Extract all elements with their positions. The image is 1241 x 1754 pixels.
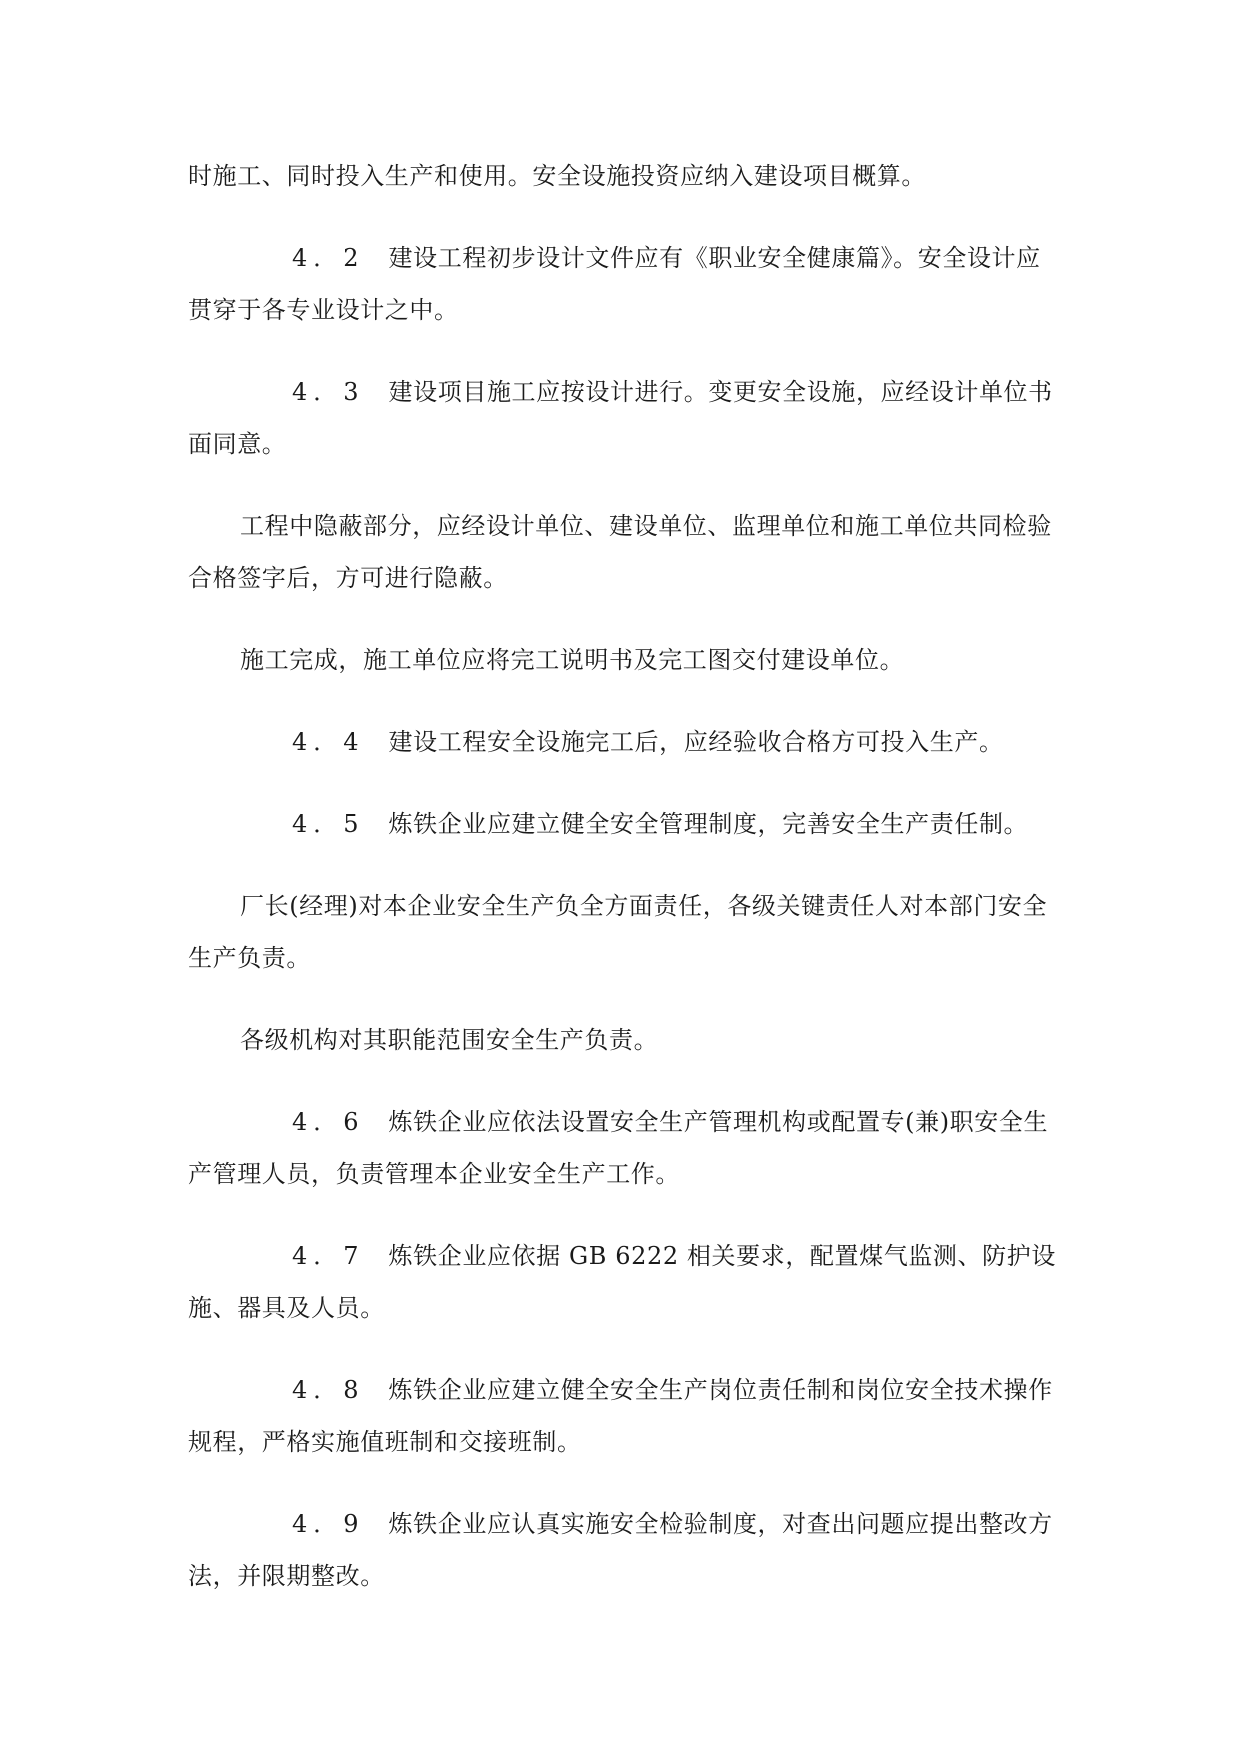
- clause-number: 4．5: [292, 810, 365, 838]
- clause-number: 4．9: [292, 1510, 365, 1538]
- paragraph-text: 各级机构对其职能范围安全生产负责。: [240, 1026, 659, 1054]
- paragraph-text: 时施工、同时投入生产和使用。安全设施投资应纳入建设项目概算。: [188, 162, 926, 190]
- clause-number: 4．4: [292, 728, 365, 756]
- paragraph-agencies: [188, 1014, 1056, 1066]
- paragraph-0: [188, 150, 1056, 202]
- paragraph-director: [188, 880, 1056, 984]
- paragraph-4-4: [188, 716, 1056, 768]
- paragraph-text: 建设项目施工应按设计进行。变更安全设施，应经设计单位书面同意。: [188, 378, 1053, 458]
- paragraph-text: 建设工程初步设计文件应有《职业安全健康篇》。安全设计应贯穿于各专业设计之中。: [188, 244, 1041, 324]
- clause-number: 4．3: [292, 378, 365, 406]
- paragraph-text: 工程中隐蔽部分，应经设计单位、建设单位、监理单位和施工单位共同检验合格签字后，方可进行隐蔽。: [188, 512, 1052, 592]
- paragraph-4-9: [188, 1498, 1056, 1602]
- paragraph-4-6: [188, 1096, 1056, 1200]
- document-page: [188, 150, 1056, 1632]
- paragraph-text: 炼铁企业应建立健全安全生产岗位责任制和岗位安全技术操作规程，严格实施值班制和交接班制。: [188, 1376, 1053, 1456]
- paragraph-text: 炼铁企业应认真实施安全检验制度，对查出问题应提出整改方法，并限期整改。: [188, 1510, 1053, 1590]
- paragraph-text: 炼铁企业应依据 GB 6222 相关要求，配置煤气监测、防护设施、器具及人员。: [188, 1242, 1056, 1322]
- paragraph-text: 厂长(经理)对本企业安全生产负全方面责任，各级关键责任人对本部门安全生产负责。: [188, 892, 1048, 972]
- paragraph-completion: [188, 634, 1056, 686]
- paragraph-text: 施工完成，施工单位应将完工说明书及完工图交付建设单位。: [240, 646, 905, 674]
- clause-number: 4．7: [292, 1242, 365, 1270]
- paragraph-text: 炼铁企业应建立健全安全管理制度，完善安全生产责任制。: [388, 810, 1029, 838]
- paragraph-4-2: [188, 232, 1056, 336]
- paragraph-4-3: [188, 366, 1056, 470]
- paragraph-hidden-parts: [188, 500, 1056, 604]
- paragraph-4-7: [188, 1230, 1056, 1334]
- paragraph-4-5: [188, 798, 1056, 850]
- clause-number: 4．8: [292, 1376, 365, 1404]
- paragraph-text: 炼铁企业应依法设置安全生产管理机构或配置专(兼)职安全生产管理人员，负责管理本企业安全生产工作。: [188, 1108, 1049, 1188]
- clause-number: 4．6: [292, 1108, 365, 1136]
- paragraph-text: 建设工程安全设施完工后，应经验收合格方可投入生产。: [388, 728, 1004, 756]
- clause-number: 4．2: [292, 244, 365, 272]
- paragraph-4-8: [188, 1364, 1056, 1468]
